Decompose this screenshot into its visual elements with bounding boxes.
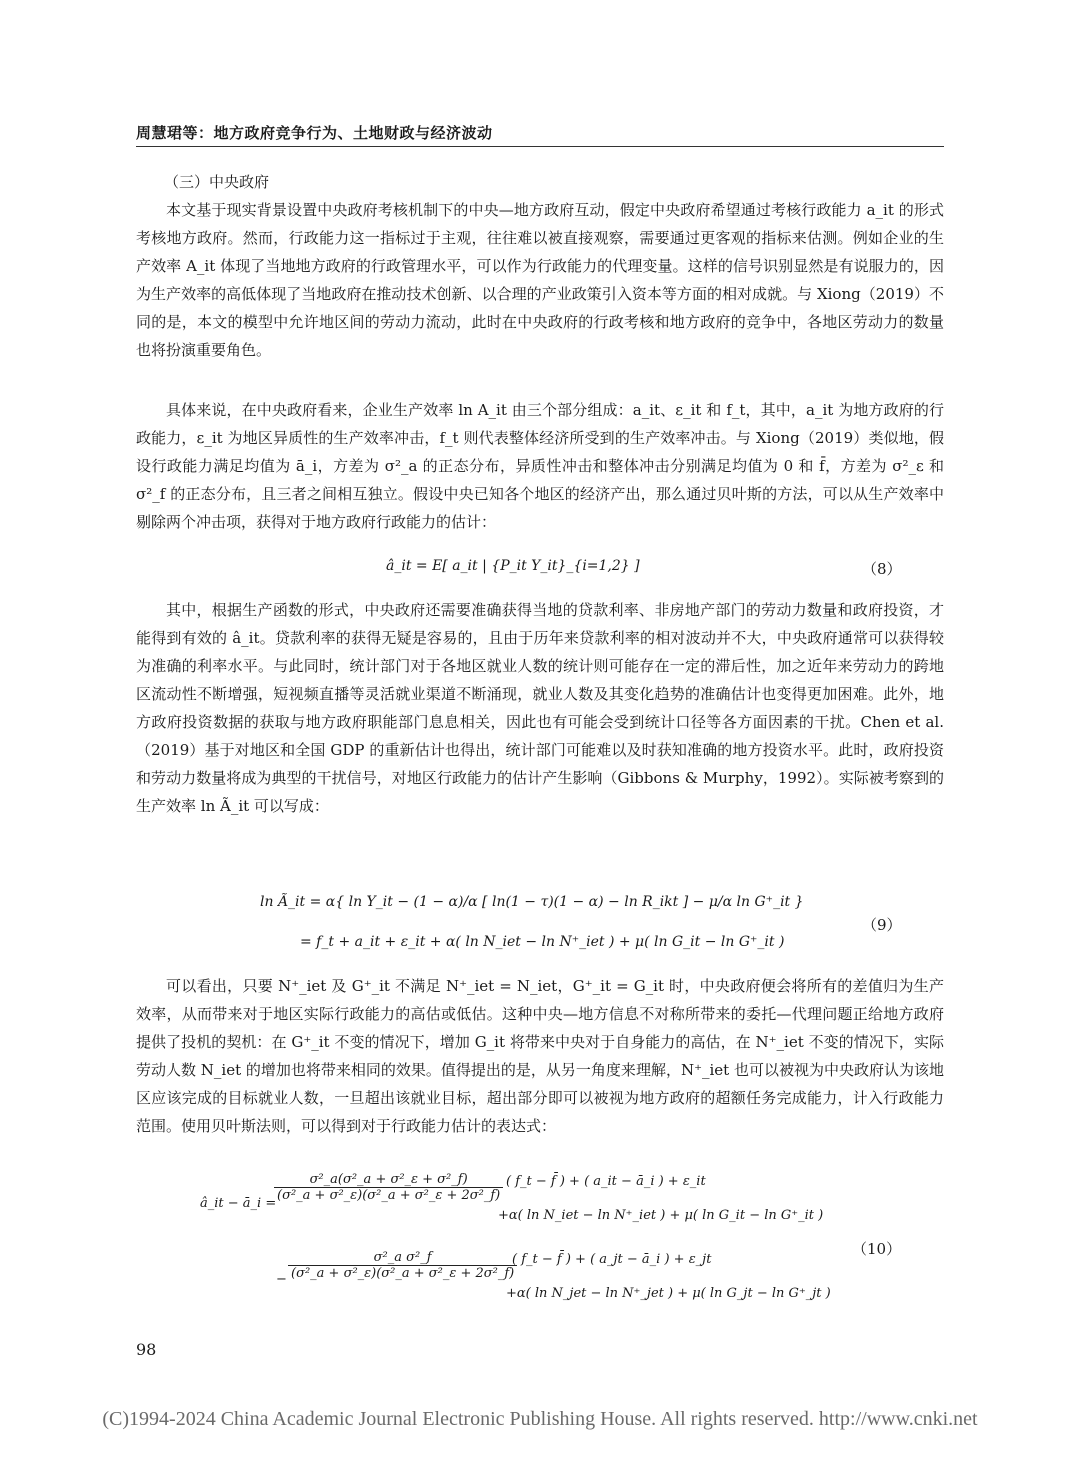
equation-8 [136,548,944,588]
equation-10-term2-fraction [288,1250,517,1281]
copyright-footer: (C)1994-2024 China Academic Journal Electronic Publishing House. All rights reserved. http://www.cnki.net [102,1408,978,1430]
paragraph-text: 具体来说，在中央政府看来，企业生产效率 ln A_it 由三个部分组成：a_it、ε_it 和 f_t，其中，a_it 为地方政府的行政能力，ε_it 为地区异质性的生产效率冲击，f_t 则代表整体经济所受到的生产效率冲击。与 Xiong（2019）类似地，假设行政能力满足均值为 ā_i，方差为 σ²_a 的正态分布，异质性冲击和整体冲击分别满足均值为 0 和 f̄，方差为 σ²_ε 和 σ²_f 的正态分布，且三者之间相互独立。假设中央已知各个地区的经济产出，那么通过贝叶斯的方法，可以从生产效率中剔除两个冲击项，获得对于地方政府行政能力的估计： [136,401,944,531]
equation-10-lhs: â_it − ā_i = [200,1196,277,1211]
paragraph-2 [136,396,944,536]
equation-8-number: （8） [862,560,902,578]
equation-10-term1-bracket-line2: +α( ln N_iet − ln N⁺_iet ) + μ( ln G_it − ln G⁺_it ) [498,1208,824,1223]
paragraph-text: 本文基于现实背景设置中央政府考核机制下的中央—地方政府互动，假定中央政府希望通过考核行政能力 a_it 的形式考核地方政府。然而，行政能力这一指标过于主观，往往难以被直接观察，需要通过更客观的指标来估测。例如企业的生产效率 A_it 体现了当地地方政府的行政管理水平，可以作为行政能力的代理变量。这样的信号识别显然是有说服力的，因为生产效率的高低体现了当地政府在推动技术创新、以合理的产业政策引入资本等方面的相对成就。与 Xiong（2019）不同的是，本文的模型中允许地区间的劳动力流动，此时在中央政府的行政考核和地方政府的竞争中，各地区劳动力的数量也将扮演重要角色。 [136,201,944,359]
equation-10-number: （10） [852,1240,902,1258]
section-heading: （三）中央政府 [164,173,270,191]
equation-10-term2-bracket-line1: ( f_t − f̄ ) + ( a_jt − ā_i ) + ε_jt [512,1252,712,1267]
equation-10-minus: − [276,1272,287,1287]
running-header: 周慧珺等：地方政府竞争行为、土地财政与经济波动 [136,124,493,142]
equation-10-term1-bracket-line1: ( f_t − f̄ ) + ( a_it − ā_i ) + ε_it [506,1174,706,1189]
equation-10-term1-numerator: σ²_a(σ²_a + σ²_ε + σ²_f) [274,1172,503,1188]
page-number: 98 [136,1340,157,1359]
paragraph-3 [136,596,944,820]
paragraph-4 [136,972,944,1140]
header-rule [136,146,944,147]
equation-9-line1: ln Ã_it = α{ ln Y_it − (1 − α)/α [ ln(1 − τ)(1 − α) − ln R_ikt ] − μ/α ln G⁺_it } [260,894,804,910]
equation-10-term2-denominator: (σ²_a + σ²_ε)(σ²_a + σ²_ε + 2σ²_f) [291,1266,515,1281]
equation-10-term1-fraction [274,1172,503,1203]
paragraph-text: 其中，根据生产函数的形式，中央政府还需要准确获得当地的贷款利率、非房地产部门的劳动力数量和政府投资，才能得到有效的 â_it。贷款利率的获得无疑是容易的，且由于历年来贷款利率的相对波动并不大，中央政府通常可以获得较为准确的利率水平。与此同时，统计部门对于各地区就业人数的统计则可能存在一定的滞后性，加之近年来劳动力的跨地区流动性不断增强，短视频直播等灵活就业渠道不断涌现，就业人数及其变化趋势的准确估计也变得更加困难。此外，地方政府投资数据的获取与地方政府职能部门息息相关，因此也有可能会受到统计口径等各方面因素的干扰。Chen et al.（2019）基于对地区和全国 GDP 的重新估计也得出，统计部门可能难以及时获知准确的地方投资水平。此时，政府投资和劳动力数量将成为典型的干扰信号，对地区行政能力的估计产生影响（Gibbons & Murphy，1992）。实际被考察到的生产效率 ln Ã_it 可以写成： [136,601,944,815]
equation-10-term2-bracket-line2: +α( ln N_jet − ln N⁺_jet ) + μ( ln G_jt − ln G⁺_jt ) [506,1286,831,1301]
equation-10-term1-denominator: (σ²_a + σ²_ε)(σ²_a + σ²_ε + 2σ²_f) [277,1188,501,1203]
equation-10 [136,1168,944,1318]
equation-9-line2: = f_t + a_it + ε_it + α( ln N_iet − ln N⁺_iet ) + μ( ln G_it − ln G⁺_it ) [300,934,785,950]
paragraph-text: 可以看出，只要 N⁺_iet 及 G⁺_it 不满足 N⁺_iet = N_iet，G⁺_it = G_it 时，中央政府便会将所有的差值归为生产效率，从而带来对于地区实际行政能力的高估或低估。这种中央—地方信息不对称所带来的委托—代理问题正给地方政府提供了投机的契机：在 G⁺_it 不变的情况下，增加 G_it 将带来中央对于自身能力的高估，在 N⁺_iet 不变的情况下，实际劳动人数 N_iet 的增加也将带来相同的效果。值得提出的是，从另一角度来理解，N⁺_iet 也可以被视为中央政府认为该地区应该完成的目标就业人数，一旦超出该就业目标，超出部分即可以被视为地方政府的超额任务完成能力，计入行政能力范围。使用贝叶斯法则，可以得到对于行政能力估计的表达式： [136,977,944,1135]
equation-9-number: （9） [862,916,902,934]
paragraph-1 [136,196,944,364]
equation-8-expr: â_it = E[ a_it | {P_it Y_it}_{i=1,2} ] [386,558,640,574]
equation-10-term2-numerator: σ²_a σ²_f [288,1250,517,1266]
equation-9 [136,888,944,968]
